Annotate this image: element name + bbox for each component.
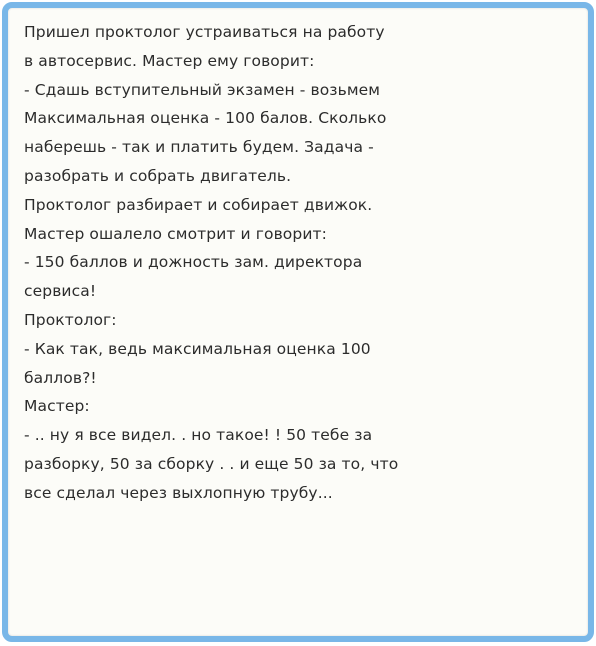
text-line: Пришел проктолог устраиваться на работу [24,23,385,41]
text-line: Максимальная оценка - 100 балов. Сколько [24,109,387,128]
text-line: - .. ну я все видел. . но такое! ! 50 тебе за [24,426,373,445]
text-line: в автосервис. Мастер ему говорит: [24,51,315,70]
text-line: разобрать и собрать двигатель. [24,166,292,185]
text-line: Проктолог: [24,310,117,329]
text-line: Мастер: [24,397,90,416]
joke-text [24,18,584,508]
text-line: баллов?! [24,368,97,387]
text-line: - Сдашь вступительный экзамен - возьмем [24,80,381,99]
text-line: сервиса! [24,282,97,301]
content-frame [2,2,594,642]
text-line: - 150 баллов и дожность зам. директора [24,253,363,272]
text-line: разборку, 50 за сборку . . и еще 50 за то, что [24,454,399,473]
text-line: наберешь - так и платить будем. Задача - [24,138,374,157]
text-line: Проктолог разбирает и собирает движок. [24,195,373,214]
text-line: - Как так, ведь максимальная оценка 100 [24,339,371,358]
text-line: все сделал через выхлопную трубу... [24,483,333,502]
text-line: Мастер ошалело смотрит и говорит: [24,224,327,243]
